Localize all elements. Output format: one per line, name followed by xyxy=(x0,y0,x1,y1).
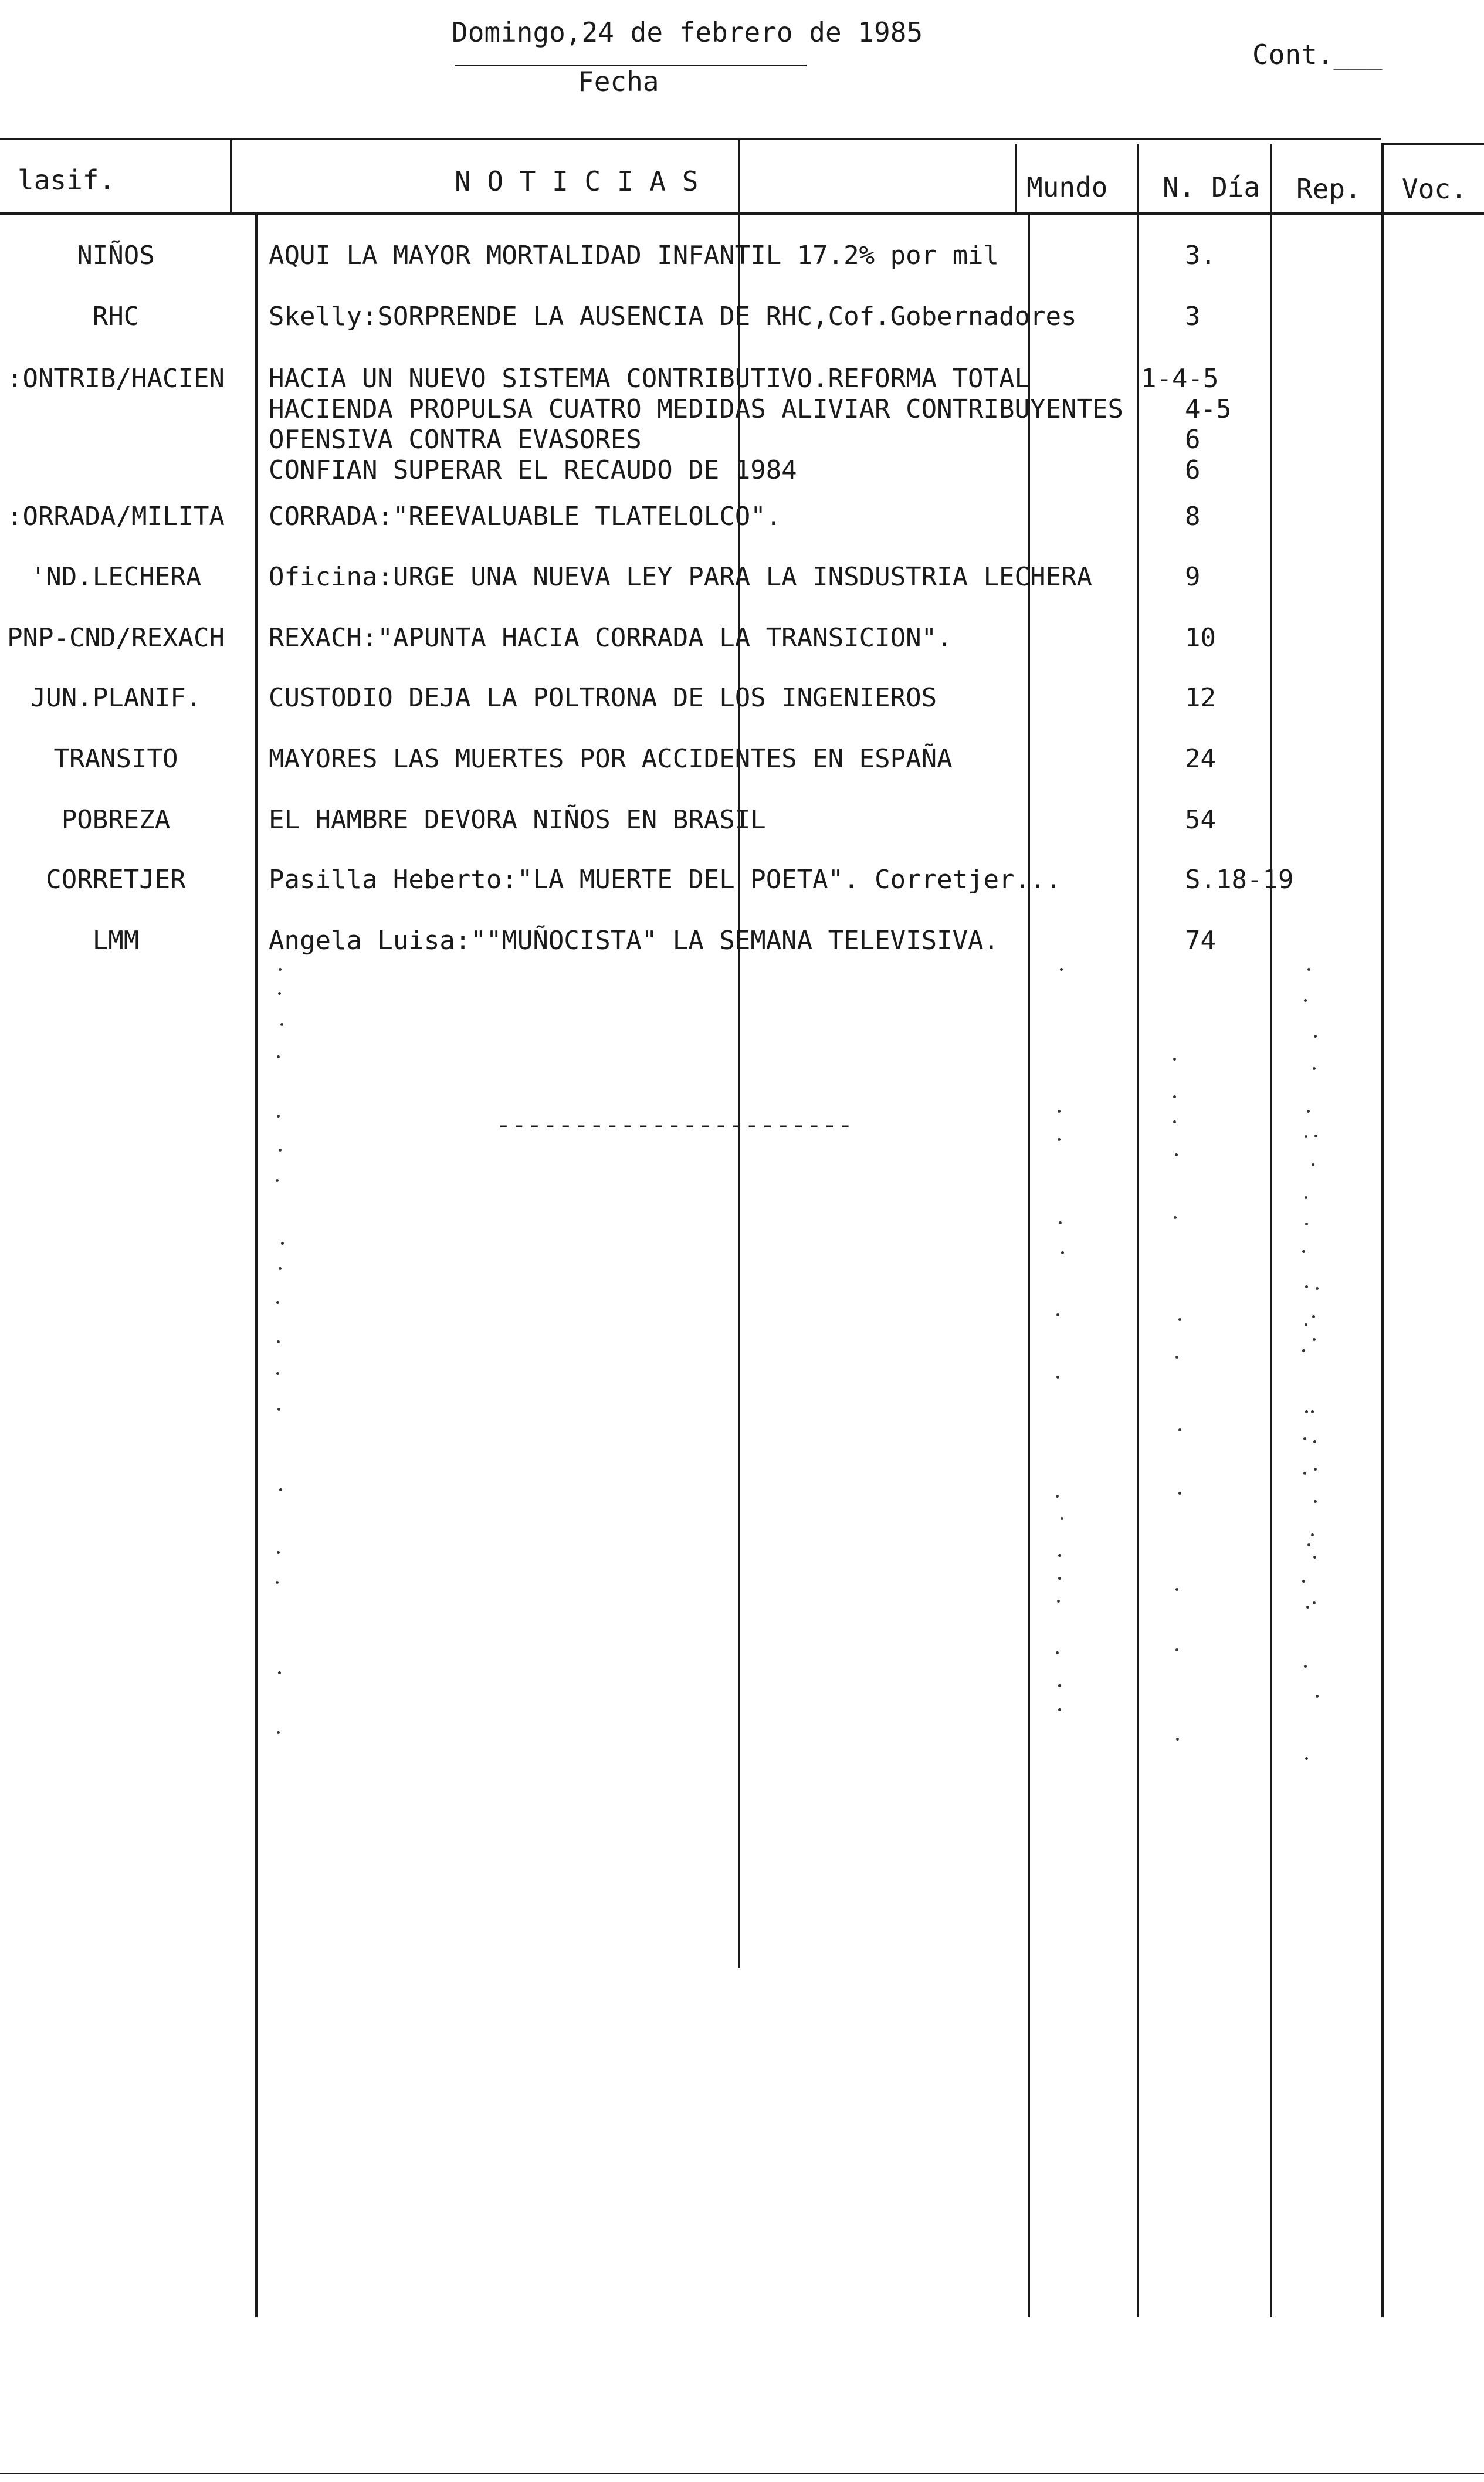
speckle-dot xyxy=(1313,1601,1316,1604)
col-divider-noticias-header xyxy=(1015,144,1017,214)
speckle-dot xyxy=(1305,1410,1308,1413)
row-clasif: RHC xyxy=(92,302,140,331)
speckle-dot xyxy=(279,1488,282,1491)
table-row xyxy=(0,926,1484,961)
row-clasif: TRANSITO xyxy=(53,744,178,774)
col-header-mundo: Mundo xyxy=(1026,171,1108,203)
row-headline: HACIENDA PROPULSA CUATRO MEDIDAS ALIVIAR CONTRIBUYENTES xyxy=(269,394,1123,424)
speckle-dot xyxy=(1305,1285,1308,1288)
speckle-dot xyxy=(276,1372,279,1375)
row-headline: CONFIAN SUPERAR EL RECAUDO DE 1984 xyxy=(269,455,797,485)
page-bottom-rule xyxy=(0,2473,1484,2474)
table-row xyxy=(0,865,1484,900)
speckle-dot xyxy=(1175,1588,1178,1591)
header-bottom-border xyxy=(0,212,1484,215)
col-header-n-dia: N. Día xyxy=(1163,171,1261,203)
speckle-dot xyxy=(1314,1035,1317,1038)
speckle-dot xyxy=(1178,1492,1181,1495)
speckle-dot xyxy=(1056,1651,1059,1654)
table-row xyxy=(0,562,1484,597)
speckle-dot xyxy=(279,968,282,971)
speckle-dot xyxy=(1314,1468,1317,1471)
speckle-dot xyxy=(1305,1196,1307,1199)
cont-label: Cont.___ xyxy=(1252,39,1383,70)
table-row xyxy=(0,683,1484,718)
speckle-dot xyxy=(1305,1323,1307,1326)
row-headline: Oficina:URGE UNA NUEVA LEY PARA LA INSDUSTRIA LECHERA xyxy=(269,562,1092,592)
row-page: 74 xyxy=(1185,926,1216,956)
row-page: S.18-19 xyxy=(1185,865,1294,895)
speckle-dot xyxy=(1058,1138,1061,1141)
row-headline: AQUI LA MAYOR MORTALIDAD INFANTIL 17.2% por mil xyxy=(269,241,1000,270)
speckle-dot xyxy=(1307,1543,1310,1546)
row-headline: OFENSIVA CONTRA EVASORES xyxy=(269,425,642,455)
speckle-dot xyxy=(277,1731,280,1734)
speckle-dot xyxy=(1313,1440,1316,1443)
speckle-dot xyxy=(1058,1708,1061,1711)
speckle-dot xyxy=(1058,1554,1061,1557)
table-row xyxy=(0,241,1484,276)
row-page: 9 xyxy=(1185,562,1201,592)
row-page: 54 xyxy=(1185,805,1216,835)
speckle-dot xyxy=(1311,1533,1314,1536)
speckle-dot xyxy=(1059,1221,1062,1224)
speckle-dot xyxy=(1316,1287,1319,1290)
speckle-dot xyxy=(276,1581,279,1584)
row-clasif: 'ND.LECHERA xyxy=(30,562,202,592)
row-page: 3 xyxy=(1185,302,1201,331)
speckle-dot xyxy=(1058,1684,1061,1687)
speckle-dot xyxy=(280,1023,283,1026)
speckle-dot xyxy=(1311,1410,1314,1413)
speckle-dot xyxy=(276,1301,279,1304)
speckle-dot xyxy=(1312,1315,1315,1318)
speckle-dot xyxy=(1302,1349,1305,1352)
table-row xyxy=(0,302,1484,337)
col-header-clasif: lasif. xyxy=(18,164,116,196)
speckle-dot xyxy=(277,1408,280,1411)
speckle-dot xyxy=(279,1267,282,1270)
speckle-dot xyxy=(1303,1437,1306,1440)
speckle-dot xyxy=(1058,1577,1061,1580)
table-row xyxy=(0,744,1484,779)
speckle-dot xyxy=(1306,1606,1309,1609)
speckle-dot xyxy=(277,1055,280,1058)
table-row xyxy=(0,805,1484,840)
speckle-dot xyxy=(276,1179,279,1182)
col-header-voc: Voc. xyxy=(1402,173,1467,205)
speckle-dot xyxy=(1305,1757,1308,1760)
row-page: 3. xyxy=(1185,241,1216,270)
speckle-dot xyxy=(1056,1313,1059,1316)
speckle-dot xyxy=(1314,1135,1317,1137)
speckle-dot xyxy=(1307,968,1310,971)
speckle-dot xyxy=(1304,999,1307,1002)
row-page: 6 xyxy=(1185,425,1201,455)
row-headline: CORRADA:"REEVALUABLE TLATELOLCO". xyxy=(269,502,782,531)
row-headline: Angela Luisa:""MUÑOCISTA" LA SEMANA TELEVISIVA. xyxy=(269,926,1000,956)
row-headline: Pasilla Heberto:"LA MUERTE DEL POETA". Corretjer... xyxy=(269,865,1062,895)
table-top-border-voc xyxy=(1381,143,1484,145)
speckle-dot xyxy=(278,992,281,995)
table-row xyxy=(0,623,1484,658)
row-clasif: JUN.PLANIF. xyxy=(30,683,202,713)
speckle-dot xyxy=(1173,1120,1176,1123)
speckle-dot xyxy=(277,1340,280,1343)
speckle-dot xyxy=(1314,1500,1317,1503)
speckle-dot xyxy=(1175,1356,1178,1359)
speckle-dot xyxy=(1313,1338,1316,1341)
row-headline: Skelly:SORPRENDE LA AUSENCIA DE RHC,Cof.Gobernadores xyxy=(269,302,1077,331)
speckle-dot xyxy=(1174,1216,1177,1219)
row-page: 1-4-5 xyxy=(1141,364,1219,394)
speckle-dot xyxy=(279,1149,282,1152)
speckle-dot xyxy=(1178,1428,1181,1431)
speckle-dot xyxy=(1061,1517,1063,1520)
speckle-dot xyxy=(281,1242,284,1245)
speckle-dot xyxy=(1178,1318,1181,1321)
speckle-dot xyxy=(1313,1556,1316,1559)
speckle-dot xyxy=(1060,968,1063,971)
row-clasif: LMM xyxy=(92,926,140,956)
end-dashes: ----------------------- xyxy=(496,1110,853,1140)
speckle-dot xyxy=(1061,1251,1064,1254)
speckle-dot xyxy=(1176,1738,1179,1741)
row-headline: MAYORES LAS MUERTES POR ACCIDENTES EN ESPAÑA xyxy=(269,744,953,774)
row-clasif: POBREZA xyxy=(61,805,171,835)
date-text: Domingo,24 de febrero de 1985 xyxy=(452,16,923,48)
speckle-dot xyxy=(1304,1665,1307,1668)
col-header-rep: Rep. xyxy=(1296,173,1361,205)
speckle-dot xyxy=(1302,1250,1305,1253)
row-clasif: :ONTRIB/HACIEN xyxy=(7,364,225,394)
row-headline: REXACH:"APUNTA HACIA CORRADA LA TRANSICION". xyxy=(269,623,953,653)
speckle-dot xyxy=(1173,1058,1176,1061)
row-page: 4-5 xyxy=(1185,394,1232,424)
speckle-dot xyxy=(1175,1648,1178,1651)
speckle-dot xyxy=(1313,1067,1316,1070)
speckle-dot xyxy=(1058,1110,1061,1113)
speckle-dot xyxy=(1305,1223,1308,1225)
row-page: 24 xyxy=(1185,744,1216,774)
speckle-dot xyxy=(1057,1600,1060,1603)
speckle-dot xyxy=(1316,1695,1319,1698)
speckle-dot xyxy=(1307,1110,1310,1113)
row-clasif: PNP-CND/REXACH xyxy=(7,623,225,653)
speckle-dot xyxy=(1056,1495,1059,1498)
row-clasif: CORRETJER xyxy=(46,865,186,895)
row-page: 10 xyxy=(1185,623,1216,653)
speckle-dot xyxy=(278,1671,281,1674)
speckle-dot xyxy=(277,1115,280,1118)
table-row xyxy=(0,502,1484,537)
speckle-dot xyxy=(1056,1376,1059,1379)
speckle-dot xyxy=(1305,1135,1307,1138)
fecha-label: Fecha xyxy=(578,66,659,97)
speckle-dot xyxy=(1303,1472,1306,1475)
speckle-dot xyxy=(1312,1163,1314,1166)
speckle-dot xyxy=(1173,1095,1176,1098)
table-row xyxy=(0,364,1484,493)
row-page: 8 xyxy=(1185,502,1201,531)
row-clasif: :ORRADA/MILITA xyxy=(7,502,225,531)
speckle-dot xyxy=(277,1551,280,1554)
row-headline: HACIA UN NUEVO SISTEMA CONTRIBUTIVO.REFORMA TOTAL xyxy=(269,364,1031,394)
row-page: 6 xyxy=(1185,455,1201,485)
table-top-border xyxy=(0,138,1381,140)
speckle-dot xyxy=(1302,1580,1305,1583)
row-headline: CUSTODIO DEJA LA POLTRONA DE LOS INGENIEROS xyxy=(269,683,937,713)
col-header-noticias: N O T I C I A S xyxy=(455,165,699,197)
col-divider-clasif-header xyxy=(230,138,232,214)
row-clasif: NIÑOS xyxy=(77,241,155,270)
row-page: 12 xyxy=(1185,683,1216,713)
speckle-dot xyxy=(1175,1153,1178,1156)
row-headline: EL HAMBRE DEVORA NIÑOS EN BRASIL xyxy=(269,805,766,835)
